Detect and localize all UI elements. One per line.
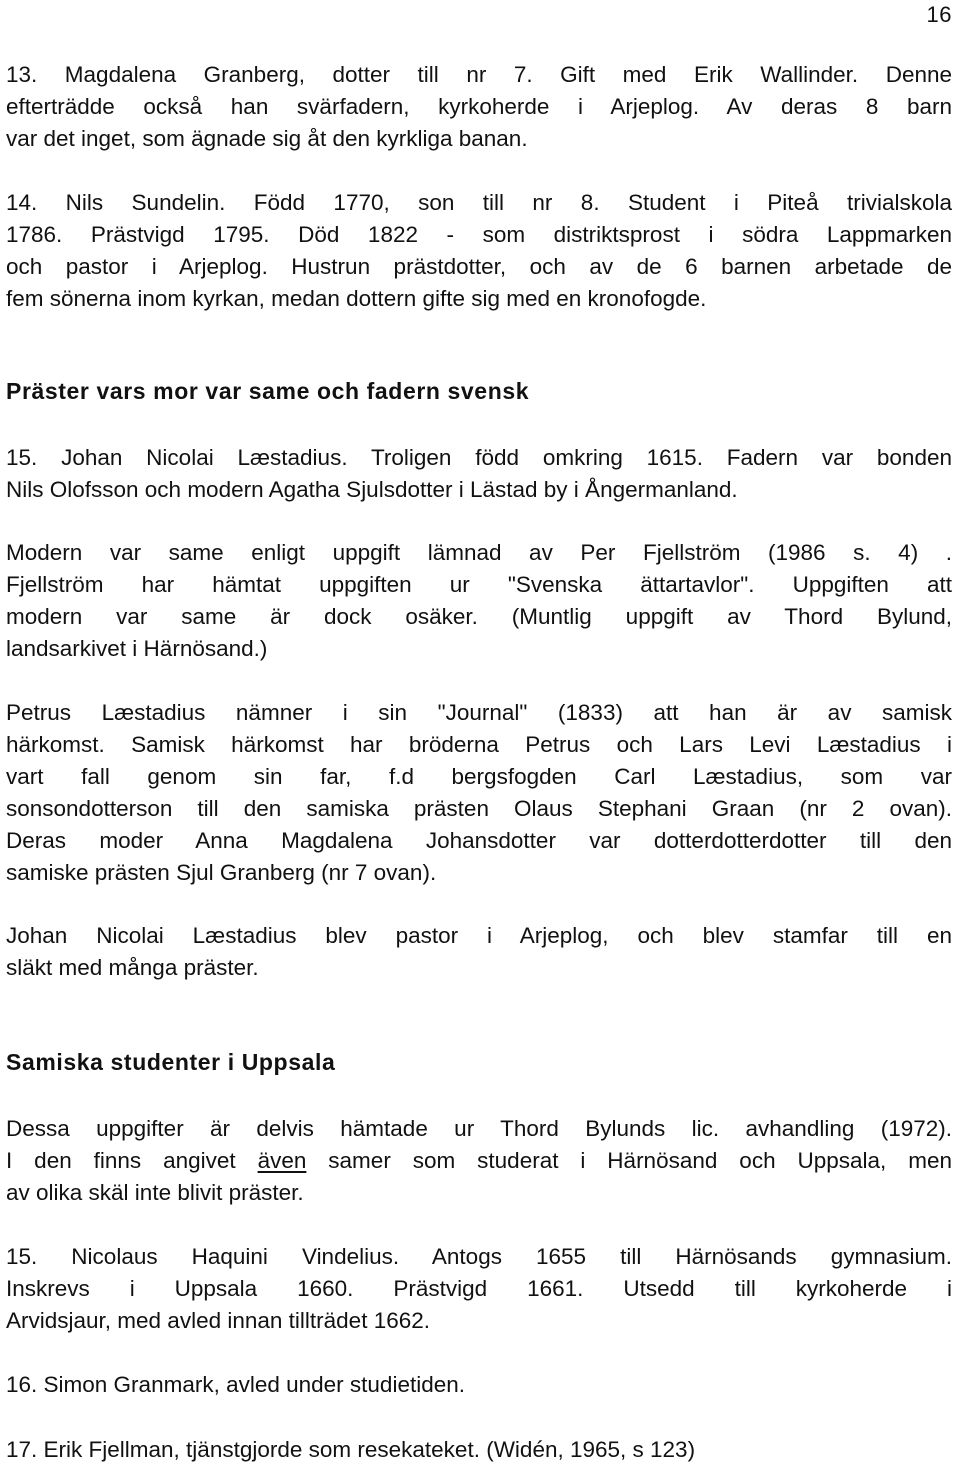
page-number: 16 — [926, 2, 952, 27]
paragraph-modern — [6, 537, 952, 665]
entry-15-vindelius — [6, 1241, 952, 1337]
paragraph-line: Dessa uppgifter är delvis hämtade ur Thord Bylunds lic. avhandling (1972). — [6, 1116, 952, 1141]
paragraph-line: sonsondotterson till den samiska prästen Olaus Stephani Graan (nr 2 ovan). — [6, 796, 952, 821]
entry-14-line: 14. Nils Sundelin. Född 1770, son till nr 8. Student i Piteå trivialskola — [6, 190, 952, 215]
paragraph-line: samiske prästen Sjul Granberg (nr 7 ovan). — [6, 860, 437, 885]
entry-13-line: var det inget, som ägnade sig åt den kyrkliga banan. — [6, 126, 528, 151]
entry-line: Arvidsjaur, med avled innan tillträdet 1662. — [6, 1308, 430, 1333]
entry-15-line: 15. Johan Nicolai Læstadius. Troligen född omkring 1615. Fadern var bonden — [6, 445, 952, 470]
paragraph-line: härkomst. Samisk härkomst har bröderna Petrus och Lars Levi Læstadius i — [6, 732, 952, 757]
intro-text-after: samer som studerat i Härnösand och Uppsala, men — [306, 1148, 952, 1173]
entry-14 — [6, 187, 952, 315]
entry-line: Inskrevs i Uppsala 1660. Prästvigd 1661. Utsedd till kyrkoherde i — [6, 1276, 952, 1301]
entry-14-line: fem sönerna inom kyrkan, medan dottern gifte sig med en kronofogde. — [6, 286, 707, 311]
paragraph-line: Modern var same enligt uppgift lämnad av Per Fjellström (1986 s. 4) . — [6, 540, 952, 565]
paragraph-line — [6, 1145, 952, 1177]
paragraph-intro — [6, 1113, 952, 1209]
entry-13 — [6, 59, 952, 155]
entry-14-line: och pastor i Arjeplog. Hustrun prästdotter, och av de 6 barnen arbetade de — [6, 254, 952, 279]
paragraph-line: Petrus Læstadius nämner i sin "Journal" (1833) att han är av samisk — [6, 700, 952, 725]
entry-line: 15. Nicolaus Haquini Vindelius. Antogs 1655 till Härnösands gymnasium. — [6, 1244, 952, 1269]
intro-text-before: I den finns angivet — [6, 1148, 258, 1173]
entry-17 — [6, 1434, 952, 1466]
entry-15-laestadius — [6, 442, 952, 506]
entry-15-line: Nils Olofsson och modern Agatha Sjulsdotter i Lästad by i Ångermanland. — [6, 477, 738, 502]
entry-13-line: efterträdde också han svärfadern, kyrkoherde i Arjeplog. Av deras 8 barn — [6, 94, 952, 119]
paragraph-line: Deras moder Anna Magdalena Johansdotter var dotterdotterdotter till den — [6, 828, 952, 853]
paragraph-line: landsarkivet i Härnösand.) — [6, 636, 268, 661]
paragraph-line: av olika skäl inte blivit präster. — [6, 1180, 304, 1205]
entry-13-line: 13. Magdalena Granberg, dotter till nr 7. Gift med Erik Wallinder. Denne — [6, 62, 952, 87]
paragraph-line: Fjellström har hämtat uppgiften ur "Svenska ättartavlor". Uppgiften att — [6, 572, 952, 597]
entry-14-line: 1786. Prästvigd 1795. Död 1822 - som distriktsprost i södra Lappmarken — [6, 222, 952, 247]
paragraph-johan — [6, 920, 952, 984]
entry-line: 16. Simon Granmark, avled under studietiden. — [6, 1372, 465, 1397]
paragraph-line: Johan Nicolai Læstadius blev pastor i Arjeplog, och blev stamfar till en — [6, 923, 952, 948]
paragraph-line: vart fall genom sin far, f.d bergsfogden Carl Læstadius, som var — [6, 764, 952, 789]
paragraph-line: släkt med många präster. — [6, 955, 259, 980]
underlined-word: även — [257, 1148, 307, 1173]
paragraph-line: modern var same är dock osäker. (Muntlig uppgift av Thord Bylund, — [6, 604, 952, 629]
section-heading-samiska-studenter: Samiska studenter i Uppsala — [6, 1049, 336, 1075]
entry-line: 17. Erik Fjellman, tjänstgjorde som resekateket. (Widén, 1965, s 123) — [6, 1437, 696, 1462]
section-heading-praster: Präster vars mor var same och fadern svensk — [6, 378, 530, 404]
entry-16 — [6, 1369, 952, 1401]
paragraph-petrus — [6, 697, 952, 889]
